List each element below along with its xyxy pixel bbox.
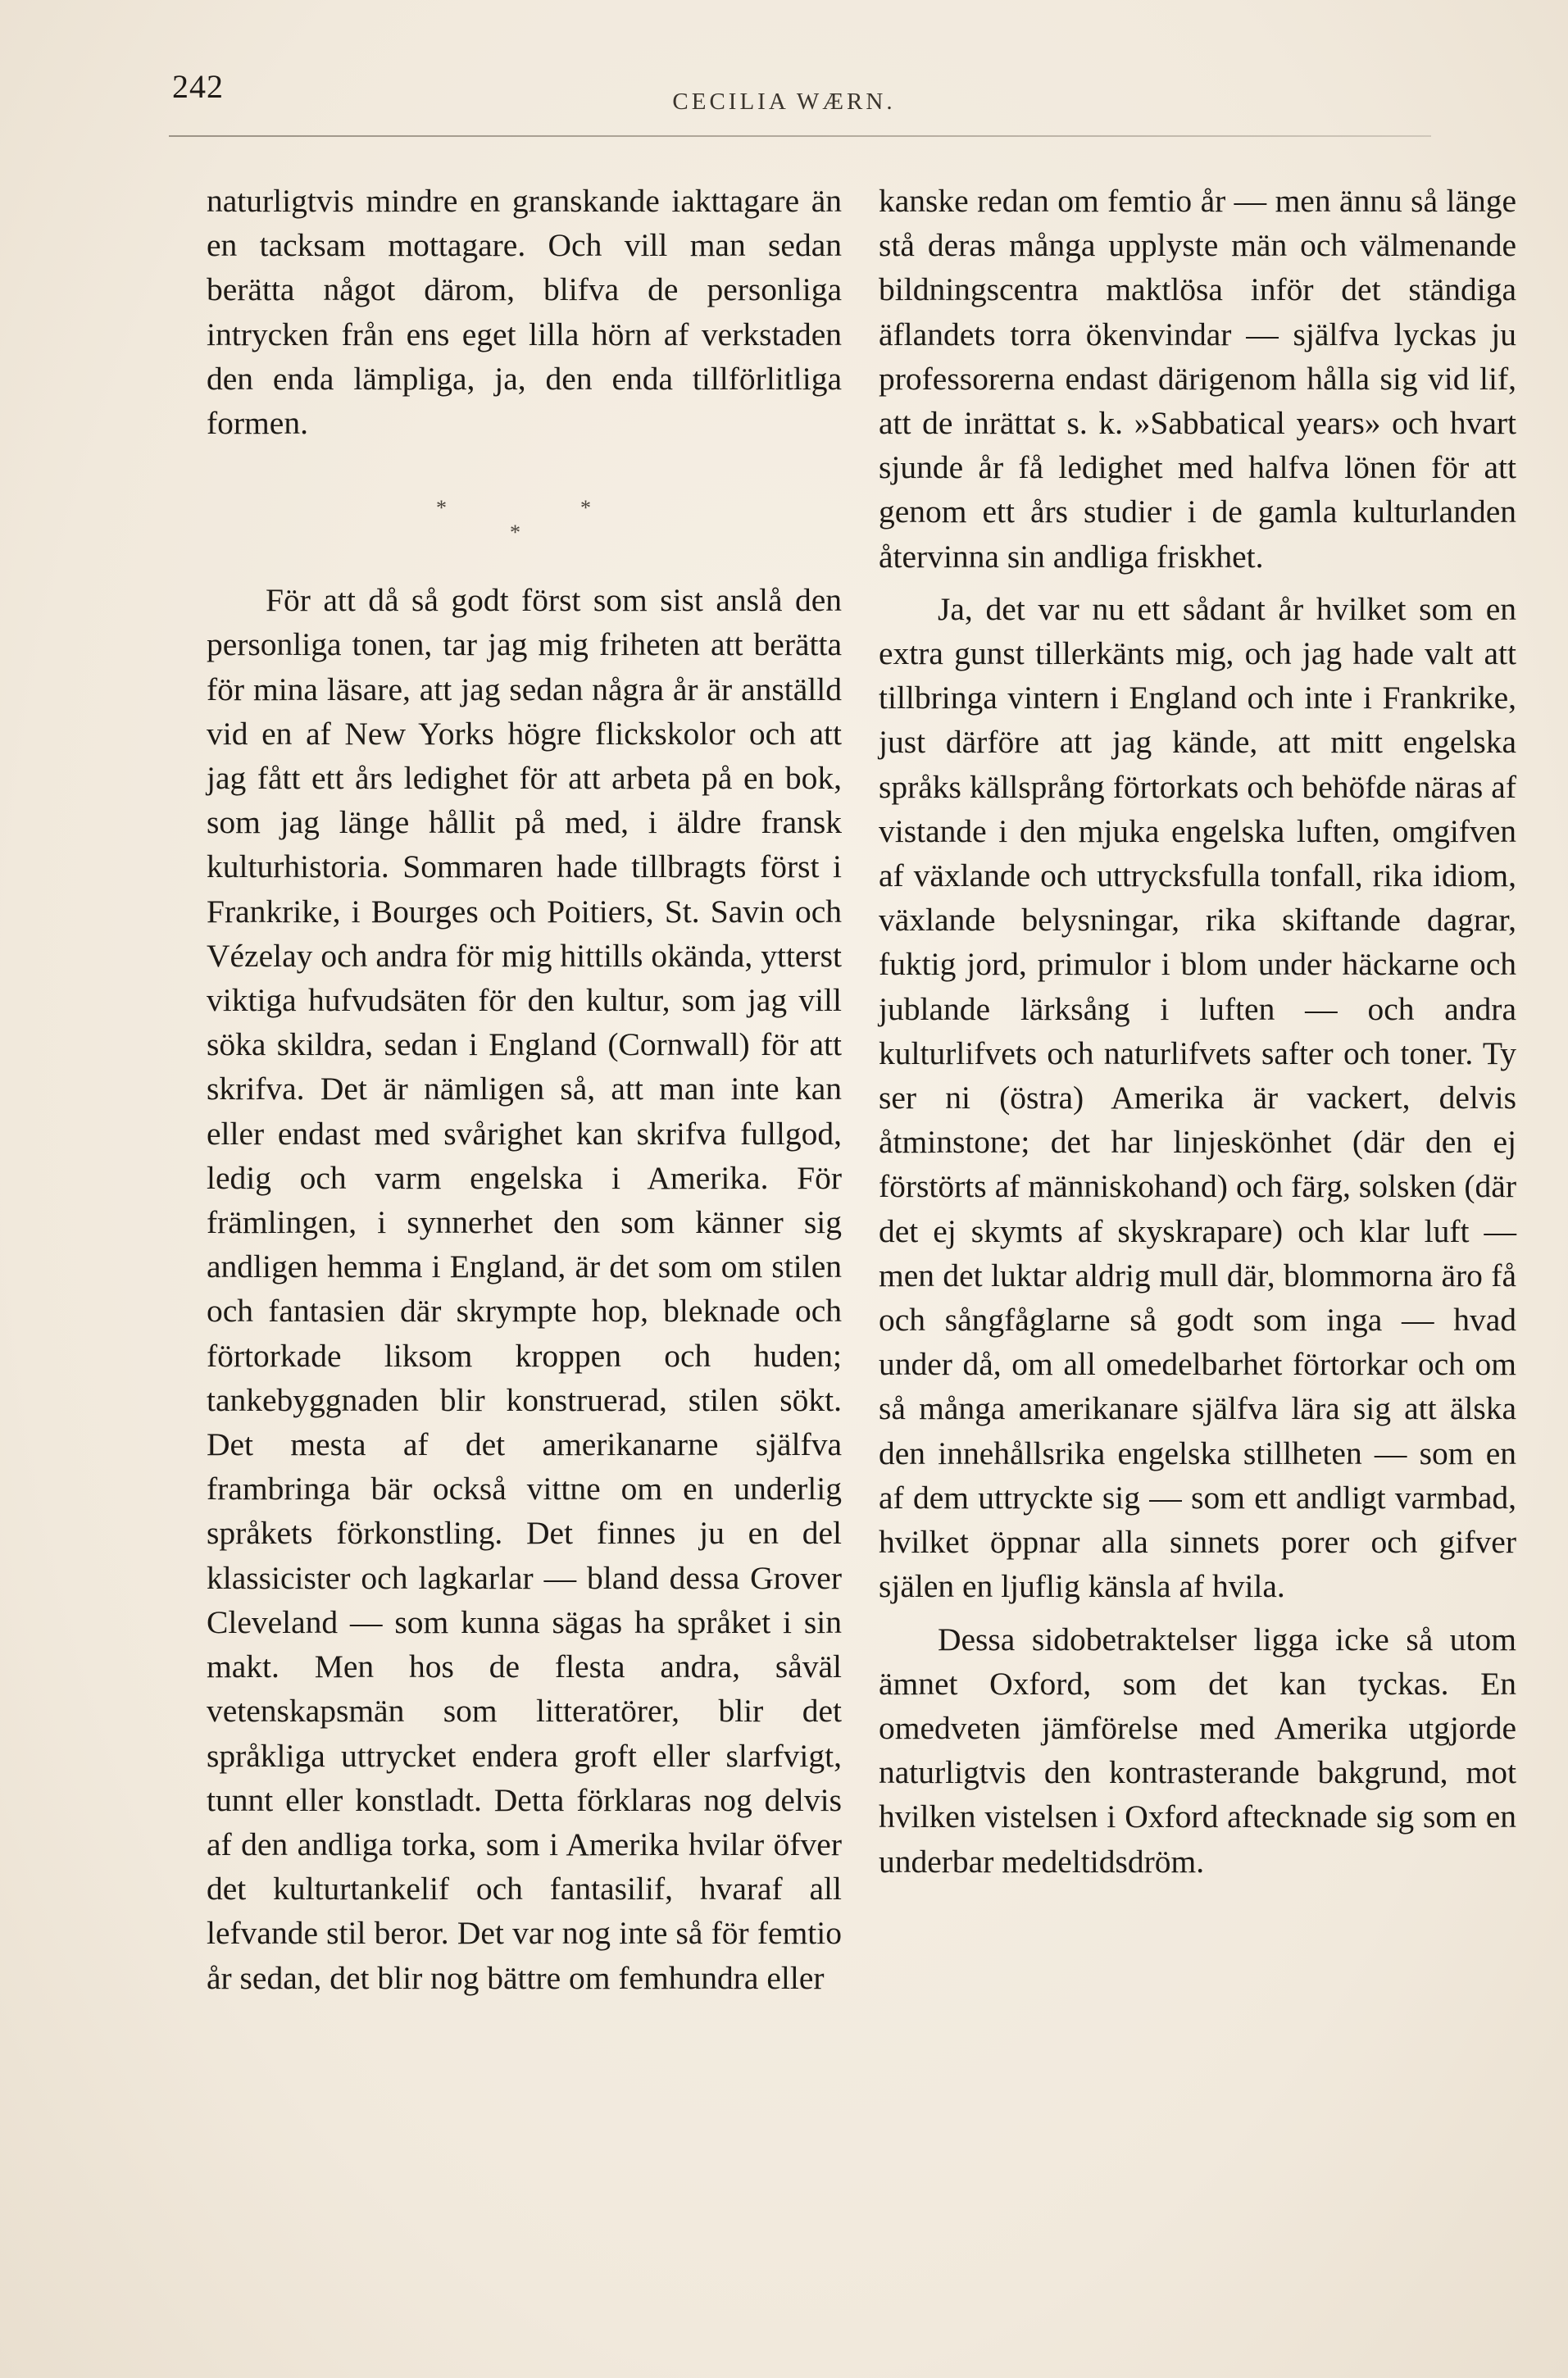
- asterism: *: [510, 521, 520, 545]
- header-rule: [169, 135, 1431, 137]
- section-break: [207, 445, 842, 578]
- paragraph: Ja, det var nu ett sådant år hvilket som en extra gunst tillerkänts mig, och jag hade valt att tillbringa vintern i England och inte i Frankrike, just därföre att jag kände, att mitt engelska språks källsprång förtorkats och behöfde näras af vistande i den mjuka engelska luften, omgifven af växlande och uttrycksfulla tonfall, rika idiom, växlande belysningar, rika skiftande dagrar, fuktig jord, primulor i blom under häckarne och jublande lärksång i luften — och andra kulturlifvets och naturlifvets safter och toner. Ty ser ni (östra) Amerika är vackert, delvis åtminstone; det har linjeskönhet (där den ej förstörts af människohand) och färg, solsken (där det ej skymts af skyskrapare) och klar luft — men det luktar aldrig mull där, blommorna äro få och sångfåglarne så godt som inga — hvad under då, om all omedelbarhet förtorkar och om så många amerikanare själfva lära sig att älska den innehållsrika engelska stillheten — som en af dem uttryckte sig — som ett andligt varmbad, hvilket öppnar alla sinnets porer och gifver själen en ljuflig känsla af hvila.: [879, 590, 1516, 1605]
- continuation-paragraph: kanske redan om femtio år — men ännu så länge stå deras många upplyste män och välmenande bildningscentra maktlösa inför det ständiga äflandets torra ökenvindar — själfva lyckas ju professorerna endast därigenom hålla sig vid lif, att de inrättat s. k. »Sabbatical years» och hvart sjunde år få ledighet med halfva lönen för att genom ett års studier i de gamla kulturlanden återvinna sin andliga friskhet.: [879, 183, 1516, 575]
- main-paragraph: För att då så godt först som sist anslå den personliga tonen, tar jag mig friheten att berätta för mina läsare, att jag sedan några år är anställd vid en af New Yorks högre flickskolor och att jag fått ett års ledighet för att arbeta på en bok, som jag länge hållit på med, i äldre fransk kulturhistoria. Sommaren hade tillbragts först i Frankrike, i Bourges och Poitiers, St. Savin och Vézelay och andra för mig hittills okända, ytterst viktiga hufvudsäten för den kultur, som jag vill söka skildra, sedan i England (Cornwall) för att skrifva. Det är nämligen så, att man inte kan eller endast med svårighet kan skrifva fullgod, ledig och varm engelska i Amerika. För främlingen, i synnerhet den som känner sig andligen hemma i England, är det som om stilen och fantasien där skrympte hop, bleknade och förtorkade liksom kroppen och huden; tankebyggnaden blir konstruerad, stilen sökt. Det mesta af det amerikanarne själfva frambringa bär också vittne om en underlig språkets förkonstling. Det finnes ju en del klassicister och lagkarlar — bland dessa Grover Cleveland — som kunna sägas ha språket i sin makt. Men hos de flesta andra, såväl vetenskapsmän som litteratörer, blir det språkliga uttrycket endera groft eller slarfvigt, tunnt eller konstladt. Detta förklaras nog delvis af den andliga torka, som i Amerika hvilar öfver det kulturtankelif och fantasilif, hvaraf all lefvande stil beror. Det var nog inte så för femtio år sedan, det blir nog bättre om femhundra eller: [207, 582, 842, 1996]
- intro-paragraph: naturligtvis mindre en granskande iakttagare än en tacksam mottagare. Och vill man sedan berätta något därom, blifva de personliga intrycken från ens eget lilla hörn af verkstaden den enda lämpliga, ja, den enda tillförlitliga formen.: [207, 183, 842, 442]
- paragraph: Dessa sidobetraktelser ligga icke så utom ämnet Oxford, som det kan tyckas. En omedveten jämförelse med Amerika utgjorde naturligtvis den kontrasterande bakgrund, mot hvilken vistelsen i Oxford aftecknade sig som en underbar medeltidsdröm.: [879, 1621, 1516, 1880]
- left-column: [207, 179, 842, 2000]
- right-column: [879, 179, 1516, 1884]
- asterism: *: [436, 496, 447, 521]
- running-head: CECILIA WÆRN.: [672, 89, 896, 115]
- asterism: *: [580, 496, 591, 521]
- page-number: 242: [172, 68, 224, 105]
